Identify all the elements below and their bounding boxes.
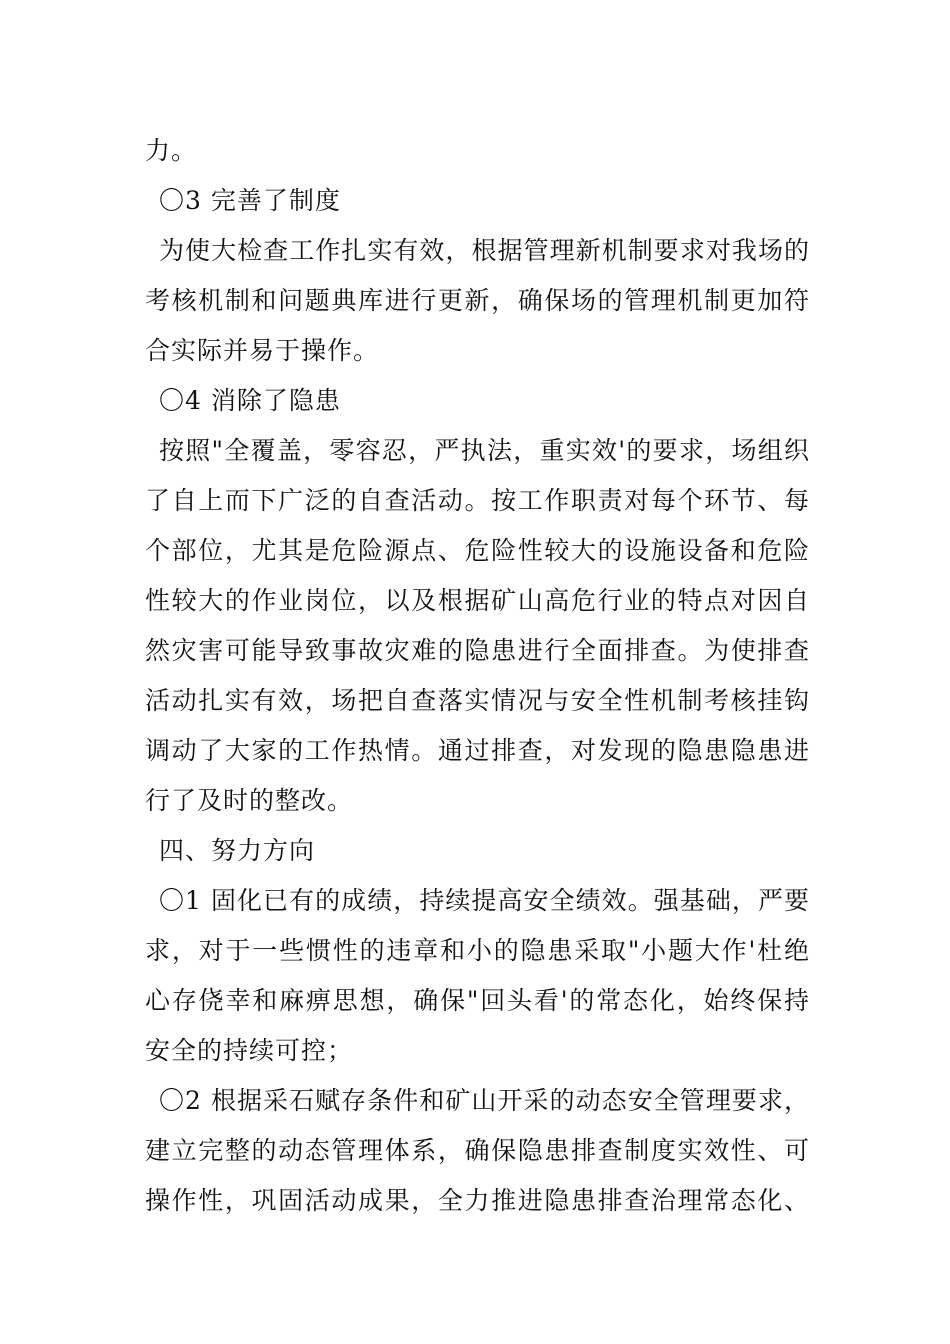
list-item-1: 〇1 固化已有的成绩，持续提高安全绩效。强基础，严要 bbox=[159, 886, 810, 915]
section-heading-direction: 四、努力方向 bbox=[159, 836, 316, 865]
paragraph-line: 性较大的作业岗位，以及根据矿山高危行业的特点对因自 bbox=[145, 586, 810, 615]
paragraph-line: 为使大检查工作扎实有效，根据管理新机制要求对我场的 bbox=[159, 236, 810, 265]
paragraph-line: 然灾害可能导致事故灾难的隐患进行全面排查。为使排查 bbox=[145, 636, 810, 665]
paragraph-line: 合实际并易于操作。 bbox=[145, 336, 380, 365]
paragraph-line: 行了及时的整改。 bbox=[145, 786, 354, 815]
document-body bbox=[145, 126, 810, 1226]
paragraph-line: 安全的持续可控； bbox=[145, 1036, 354, 1065]
section-heading-4: 〇4 消除了隐患 bbox=[159, 386, 341, 415]
paragraph-line: 操作性，巩固活动成果，全力推进隐患排查治理常态化、 bbox=[145, 1186, 810, 1215]
list-item-2: 〇2 根据采石赋存条件和矿山开采的动态安全管理要求， bbox=[159, 1086, 810, 1115]
paragraph-line: 了自上而下广泛的自查活动。按工作职责对每个环节、每 bbox=[145, 486, 810, 515]
paragraph-line: 力。 bbox=[145, 136, 198, 165]
section-heading-3: 〇3 完善了制度 bbox=[159, 186, 341, 215]
paragraph-line: 个部位，尤其是危险源点、危险性较大的设施设备和危险 bbox=[145, 536, 810, 565]
paragraph-line: 求，对于一些惯性的违章和小的隐患采取"小题大作'杜绝 bbox=[145, 936, 810, 965]
paragraph-line: 建立完整的动态管理体系，确保隐患排查制度实效性、可 bbox=[145, 1136, 810, 1165]
paragraph-line: 活动扎实有效，场把自查落实情况与安全性机制考核挂钩 bbox=[145, 686, 810, 715]
paragraph-line: 按照"全覆盖，零容忍，严执法，重实效'的要求，场组织 bbox=[159, 436, 810, 465]
paragraph-line: 考核机制和问题典库进行更新，确保场的管理机制更加符 bbox=[145, 286, 810, 315]
paragraph-line: 心存侥幸和麻痹思想，确保"回头看'的常态化，始终保持 bbox=[145, 986, 810, 1015]
paragraph-line: 调动了大家的工作热情。通过排查，对发现的隐患隐患进 bbox=[145, 736, 810, 765]
